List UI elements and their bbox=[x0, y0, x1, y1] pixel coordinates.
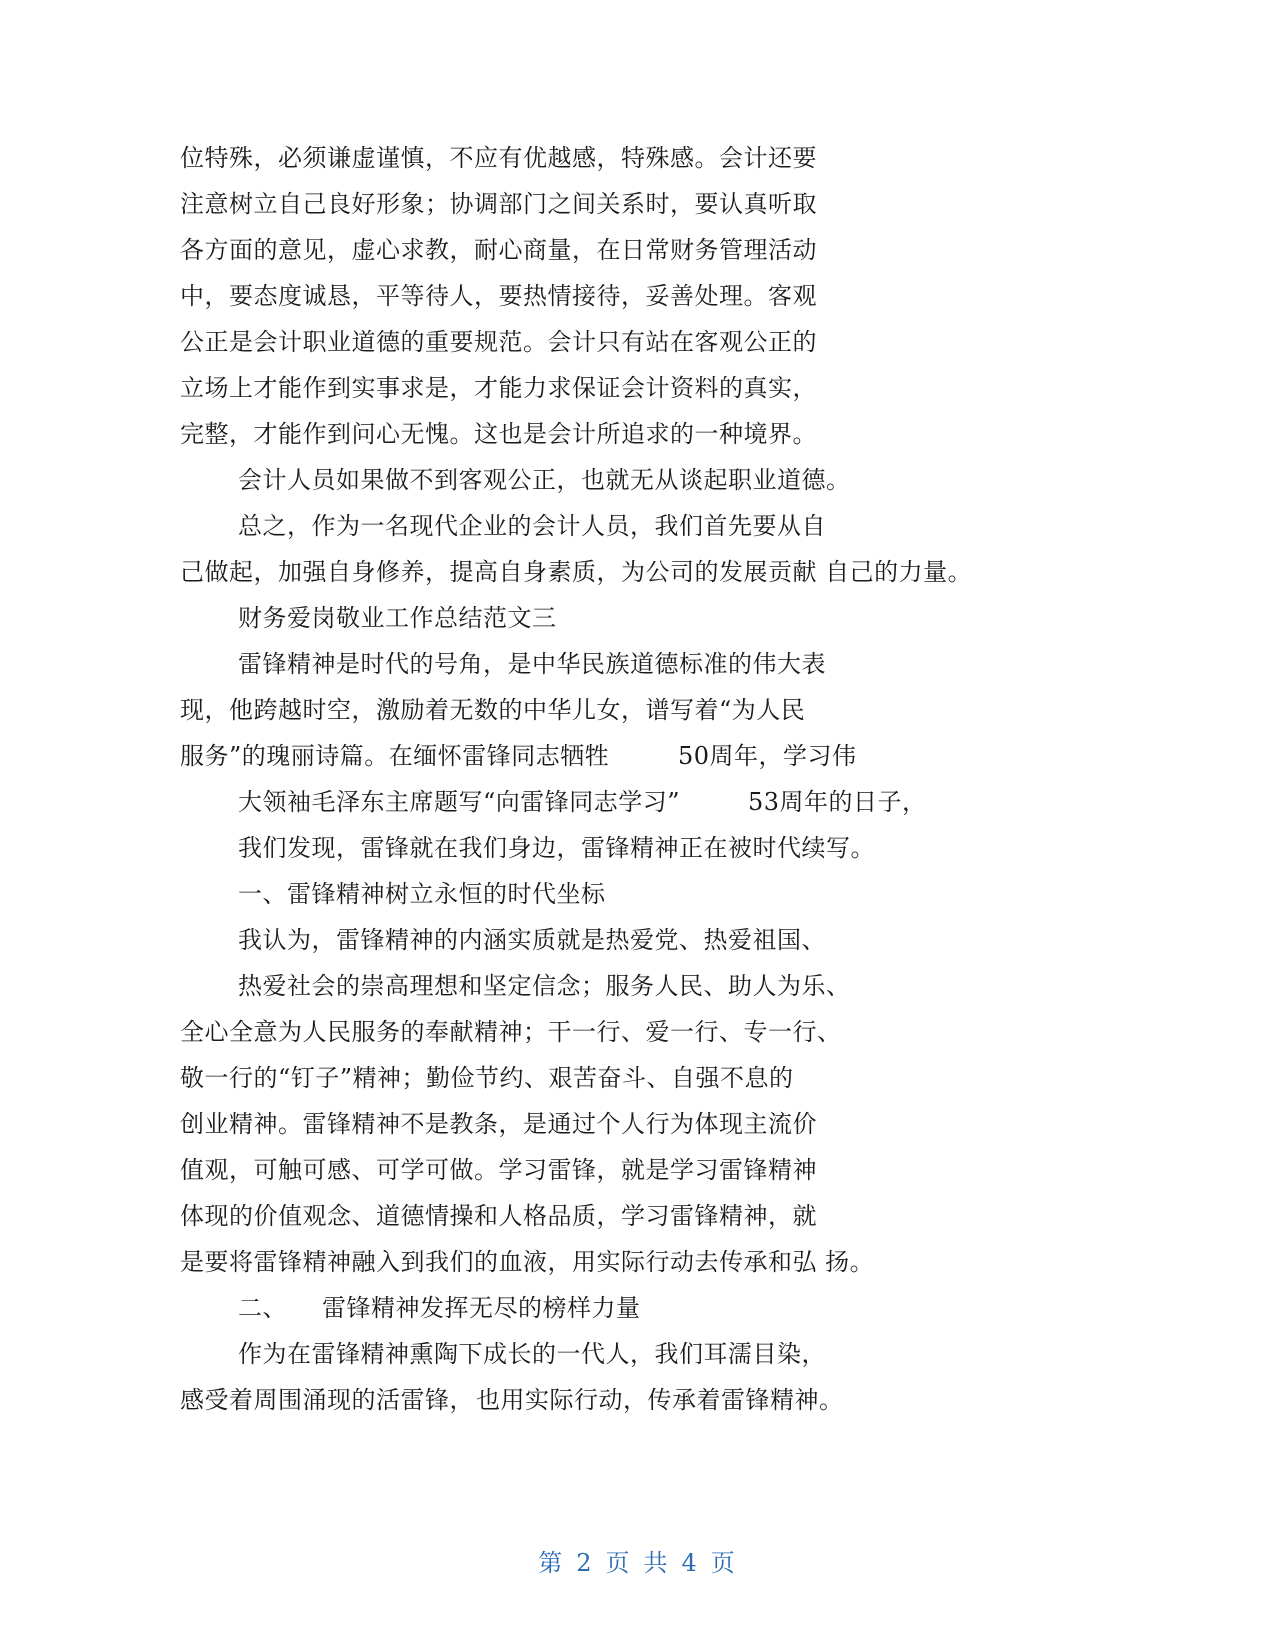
page-label-suffix: 页 bbox=[710, 1549, 737, 1577]
paragraph-line: 中，要态度诚恳，平等待人，要热情接待，妥善处理。客观 bbox=[180, 282, 817, 310]
total-pages-number: 4 bbox=[681, 1549, 699, 1577]
paragraph-line-fragment: 53周年的日子， bbox=[748, 788, 927, 816]
section-heading: 雷锋精神发挥无尽的榜样力量 bbox=[322, 1294, 641, 1322]
paragraph-line: 作为在雷锋精神熏陶下成长的一代人，我们耳濡目染， bbox=[238, 1340, 826, 1368]
paragraph-line: 我认为，雷锋精神的内涵实质就是热爱党、热爱祖国、 bbox=[238, 926, 826, 954]
paragraph-line: 各方面的意见，虚心求教，耐心商量，在日常财务管理活动 bbox=[180, 236, 817, 264]
paragraph-line: 注意树立自己良好形象；协调部门之间关系时，要认真听取 bbox=[180, 190, 817, 218]
paragraph-line: 创业精神。雷锋精神不是教条，是通过个人行为体现主流价 bbox=[180, 1110, 817, 1138]
paragraph-line: 总之，作为一名现代企业的会计人员，我们首先要从自 bbox=[238, 512, 826, 540]
paragraph-line: 值观，可触可感、可学可做。学习雷锋，就是学习雷锋精神 bbox=[180, 1156, 817, 1184]
paragraph-line: 完整，才能作到问心无愧。这也是会计所追求的一种境界。 bbox=[180, 420, 817, 448]
paragraph-line: 全心全意为人民服务的奉献精神；干一行、爱一行、专一行、 bbox=[180, 1018, 842, 1046]
section-number: 二、 bbox=[238, 1294, 287, 1322]
paragraph-line: 热爱社会的崇高理想和坚定信念；服务人民、助人为乐、 bbox=[238, 972, 851, 1000]
section-heading: 一、雷锋精神树立永恒的时代坐标 bbox=[238, 880, 606, 908]
paragraph-line: 体现的价值观念、道德情操和人格品质，学习雷锋精神，就 bbox=[180, 1202, 817, 1230]
current-page-number: 2 bbox=[576, 1549, 594, 1577]
paragraph-line: 敬一行的“钉子”精神；勤俭节约、艰苦奋斗、自强不息的 bbox=[180, 1064, 794, 1092]
paragraph-line: 是要将雷锋精神融入到我们的血液，用实际行动去传承和弘 扬。 bbox=[180, 1248, 875, 1276]
paragraph-line: 现，他跨越时空，激励着无数的中华儿女，谱写着“为人民 bbox=[180, 696, 806, 724]
page-label-prefix: 第 bbox=[538, 1549, 565, 1577]
paragraph-line: 感受着周围涌现的活雷锋， bbox=[180, 1386, 474, 1414]
paragraph-line: 我们发现，雷锋就在我们身边，雷锋精神正在被时代续写。 bbox=[238, 834, 875, 862]
page-label-mid: 页 bbox=[605, 1549, 632, 1577]
paragraph-line-fragment: 50周年，学习伟 bbox=[678, 742, 857, 770]
paragraph-line-fragment: 也用实际行动，传承着雷锋精神。 bbox=[476, 1386, 844, 1414]
paragraph-line: 雷锋精神是时代的号角，是中华民族道德标准的伟大表 bbox=[238, 650, 826, 678]
paragraph-line: 服务”的瑰丽诗篇。在缅怀雷锋同志牺牲 bbox=[180, 742, 610, 770]
paragraph-line: 公正是会计职业道德的重要规范。会计只有站在客观公正的 bbox=[180, 328, 817, 356]
page-footer bbox=[0, 1548, 1275, 1578]
paragraph-line: 大领袖毛泽东主席题写“向雷锋同志学习” bbox=[238, 788, 681, 816]
paragraph-line: 立场上才能作到实事求是，才能力求保证会计资料的真实， bbox=[180, 374, 817, 402]
total-label: 共 bbox=[643, 1549, 670, 1577]
paragraph-line: 会计人员如果做不到客观公正，也就无从谈起职业道德。 bbox=[238, 466, 851, 494]
paragraph-line: 己做起，加强自身修养，提高自身素质，为公司的发展贡献 自己的力量。 bbox=[180, 558, 973, 586]
paragraph-line: 位特殊，必须谦虚谨慎，不应有优越感，特殊感。会计还要 bbox=[180, 144, 817, 172]
section-heading: 财务爱岗敬业工作总结范文三 bbox=[238, 604, 557, 632]
